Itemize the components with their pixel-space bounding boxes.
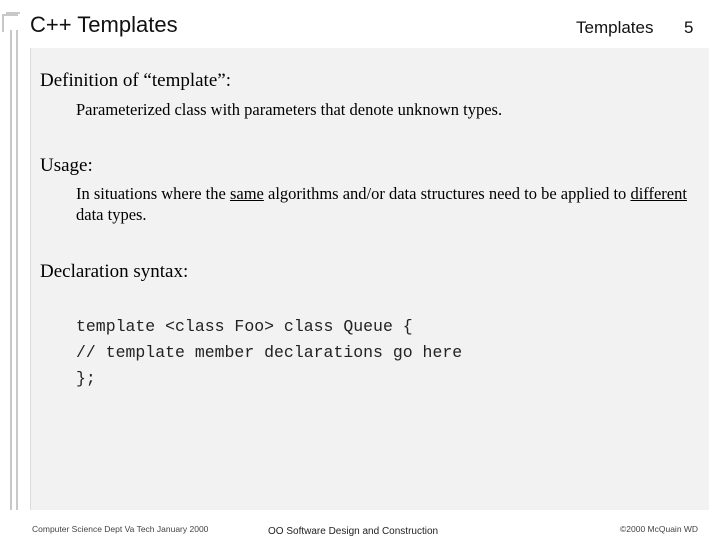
code-line: }; xyxy=(76,369,96,388)
declaration-heading: Declaration syntax: xyxy=(40,261,189,282)
frame-top-decoration xyxy=(6,12,20,18)
footer-course-info: Computer Science Dept Va Tech January 2000 xyxy=(32,524,209,534)
code-block xyxy=(76,314,462,392)
definition-body: Parameterized class with parameters that denote unknown types. xyxy=(76,100,503,119)
usage-body xyxy=(76,183,696,225)
code-line: // template member declarations go here xyxy=(76,343,463,362)
usage-text-1: In situations where the xyxy=(76,184,230,203)
page-number: 5 xyxy=(684,18,694,37)
definition-heading: Definition of “template”: xyxy=(40,70,231,91)
footer-copyright: ©2000 McQuain WD xyxy=(620,524,699,534)
usage-heading: Usage: xyxy=(40,155,93,176)
footer-course-title: OO Software Design and Construction xyxy=(268,526,439,537)
slide-title: C++ Templates xyxy=(30,12,178,37)
usage-emphasis-different: different xyxy=(630,184,687,203)
usage-emphasis-same: same xyxy=(229,184,264,203)
usage-text-3: data types. xyxy=(76,205,147,224)
slide-topic: Templates xyxy=(576,18,654,37)
usage-text-2: algorithms and/or data structures need to be applied to xyxy=(263,184,631,203)
left-rule-decoration xyxy=(10,30,18,510)
code-line: template <class Foo> class Queue { xyxy=(76,317,413,336)
